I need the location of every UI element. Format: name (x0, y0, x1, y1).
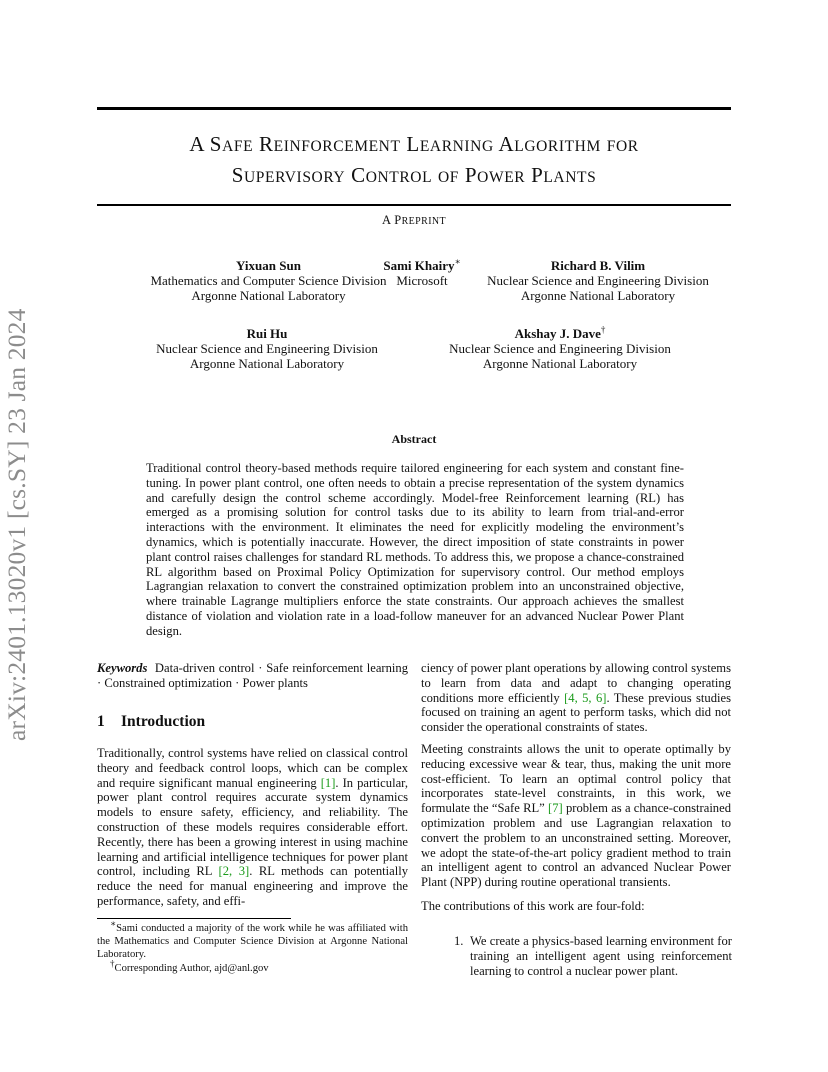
preprint-cap2: P (394, 213, 402, 227)
footnote (97, 958, 408, 975)
section-title: Introduction (121, 713, 206, 730)
keywords-text: Data-driven control · Safe reinforcement learning · Constrained optimization · Power plants (97, 661, 408, 690)
author-name: Akshay J. Dave (514, 326, 601, 341)
paragraph-text: Meeting constraints allows the unit to operate optimally by reducing excessive wear & tear, thus, making the unit more cost-efficient. To learn an optimal control policy that incorporates state-level constraints, in this work, we formulate the “Safe RL” (421, 742, 731, 816)
title-word (438, 163, 459, 187)
paragraph-text: The contributions of this work are four-fold: (421, 899, 645, 913)
title-word-initial: L (406, 132, 420, 156)
title-line-2 (97, 161, 731, 192)
author-affiliation: Nuclear Science and Engineering Division (449, 341, 671, 356)
title-word (189, 132, 204, 156)
title-word-smallcaps: LANTS (543, 169, 597, 186)
footnote-rule (97, 918, 291, 919)
intro-paragraph-1 (97, 746, 408, 909)
author-affiliation: Mathematics and Computer Science Division (150, 273, 387, 288)
intro-paragraph-4 (421, 899, 731, 914)
author-name: Rui Hu (246, 326, 288, 341)
preprint-rest: REPRINT (401, 216, 447, 227)
footnote (97, 918, 408, 962)
paragraph-text: ciency of power plant operations by allowing control systems to learn from data and adapt to changing operating conditions more efficiently (421, 661, 731, 705)
abstract-heading: Abstract (391, 432, 437, 446)
title-word-initial: P (464, 163, 478, 187)
title-word (465, 163, 525, 187)
footnote-text: Corresponding Author, ajd@anl.gov (114, 963, 269, 974)
author-name: Yixuan Sun (236, 258, 301, 273)
author-affiliation: Argonne National Laboratory (189, 356, 345, 371)
author-name: Sami Khairy (383, 258, 455, 273)
author-affiliation: Argonne National Laboratory (191, 288, 346, 303)
title-word (259, 132, 401, 156)
preprint-cap1: A (381, 213, 391, 227)
title-word-initial: S (231, 163, 244, 187)
author-affiliation: Microsoft (396, 273, 448, 288)
title-word (531, 163, 596, 187)
arxiv-identifier: arXiv:2401.13020v1 [cs.SY] 23 Jan 2024 (2, 308, 31, 742)
paragraph-text: problem as a chance-constrained optimization problem and use Lagrangian relaxation to convert the problem to an unconstrained setting. Moreover, we adopt the state-of-the-art policy gradient method to train an intelligent agent to control an advanced Nuclear Power Plant (NPP) during routine operational transients. (421, 801, 731, 890)
title-word-initial: S (209, 132, 223, 156)
title-word (351, 163, 432, 187)
author-affiliation: Nuclear Science and Engineering Division (156, 341, 378, 356)
title-word (210, 132, 253, 156)
section-heading (97, 713, 205, 731)
footnote-text: Sami conducted a majority of the work while he was affiliated with the Mathematics and Computer Science Division at Argonne National Laboratory. (97, 923, 408, 961)
paragraph-text: Traditionally, control systems have relied on classical control theory and feedback control loops, which can be complex and require significant manual engineering (97, 746, 408, 790)
title-word-smallcaps: ONTROL (365, 169, 433, 186)
author-block (428, 326, 692, 371)
title-word (498, 132, 600, 156)
paragraph-text: . In particular, power plant control requires accurate system dynamics models to ensure safety, efficiency, and reliability. The construction of these models requires considerable effort. Recently, there has been a growing interest in using machine learning and artificial intelligence techniques for power plant control, including RL (97, 775, 408, 879)
contribution-list-item (454, 934, 732, 978)
title-word-smallcaps: UPERVISORY (243, 169, 346, 186)
citation-link[interactable]: [7] (548, 801, 563, 816)
title-word (406, 132, 493, 156)
intro-paragraph-2 (421, 661, 731, 735)
title-word-smallcaps: EARNING (419, 138, 494, 155)
paragraph-text: . These previous studies focused on training an agent to perform tasks, which did not consider the operational constraints of states. (421, 690, 732, 735)
section-number: 1 (97, 713, 105, 730)
preprint-label (97, 213, 731, 228)
footnote-mark: ∗ (110, 918, 117, 929)
title-word-initial: R (259, 132, 274, 156)
keywords-label: Keywords (97, 661, 148, 675)
author-block (470, 258, 726, 303)
title-word-smallcaps: LGORITHM (514, 138, 601, 155)
citation-link[interactable]: [1] (320, 775, 336, 790)
keywords (97, 661, 408, 691)
author-footnote-mark: ∗ (454, 256, 461, 267)
title-bottom-rule (97, 204, 731, 206)
title-word-smallcaps: AFE (222, 138, 254, 155)
title-word (232, 163, 346, 187)
author-affiliation: Nuclear Science and Engineering Division (487, 273, 709, 288)
title-word-smallcaps: OF (438, 169, 460, 186)
citation-link[interactable]: [2, 3] (218, 864, 250, 879)
author-footnote-mark: † (600, 324, 606, 335)
list-text: We create a physics-based learning environment for training an intelligent agent using reinforcement learning to control a nuclear power plant. (470, 934, 732, 978)
citation-link[interactable]: [4, 5, 6] (564, 690, 607, 705)
author-name: Richard B. Vilim (550, 258, 646, 273)
title-top-rule (97, 107, 731, 110)
author-affiliation: Argonne National Laboratory (482, 356, 638, 371)
title-word-smallcaps: OWER (477, 169, 526, 186)
title-word-initial: C (351, 163, 366, 187)
title-word-smallcaps: FOR (606, 138, 639, 155)
title-line-1 (97, 130, 731, 161)
abstract-text: Traditional control theory-based methods require tailored engineering for each system and constant fine-tuning. In power plant control, one often needs to obtain a precise representation of the system dynamics and carefully design the control scheme accordingly. Model-free Reinforcement learning (RL) has emerged as a promising solution for control tasks due to its ability to learn from trial-and-error interactions with the environment. It eliminates the need for explicitly modeling the environment’s dynamics, which is potentially inaccurate. However, the direct imposition of state constraints in power plant control raises challenges for standard RL methods. To address this, we propose a chance-constrained RL algorithm based on Proximal Policy Optimization for supervisory control. Our method employs Lagrangian relaxation to convert the constrained optimization problem into an unconstrained objective, where trainable Lagrange multipliers enforce the state constraints. Our approach achieves the smallest distance of violation and violation rate in a load-follow maneuver for an advanced Nuclear Power Plant design. (146, 461, 684, 638)
title-word-initial: A (498, 132, 515, 156)
title-word-smallcaps: EINFORCEMENT (273, 138, 401, 155)
title-word-initial: A (189, 132, 204, 156)
intro-paragraph-3 (421, 742, 731, 890)
author-block (364, 258, 480, 288)
list-number: 1. (454, 934, 464, 948)
author-block (134, 326, 400, 371)
footnote-mark: † (110, 958, 115, 969)
paper-title (97, 130, 731, 192)
paragraph-text: . RL methods can potentially reduce the need for manual engineering and improve the performance, safety, and effi- (97, 864, 408, 908)
title-word-initial: P (531, 163, 544, 187)
title-word (607, 132, 639, 156)
author-affiliation: Argonne National Laboratory (520, 288, 676, 303)
